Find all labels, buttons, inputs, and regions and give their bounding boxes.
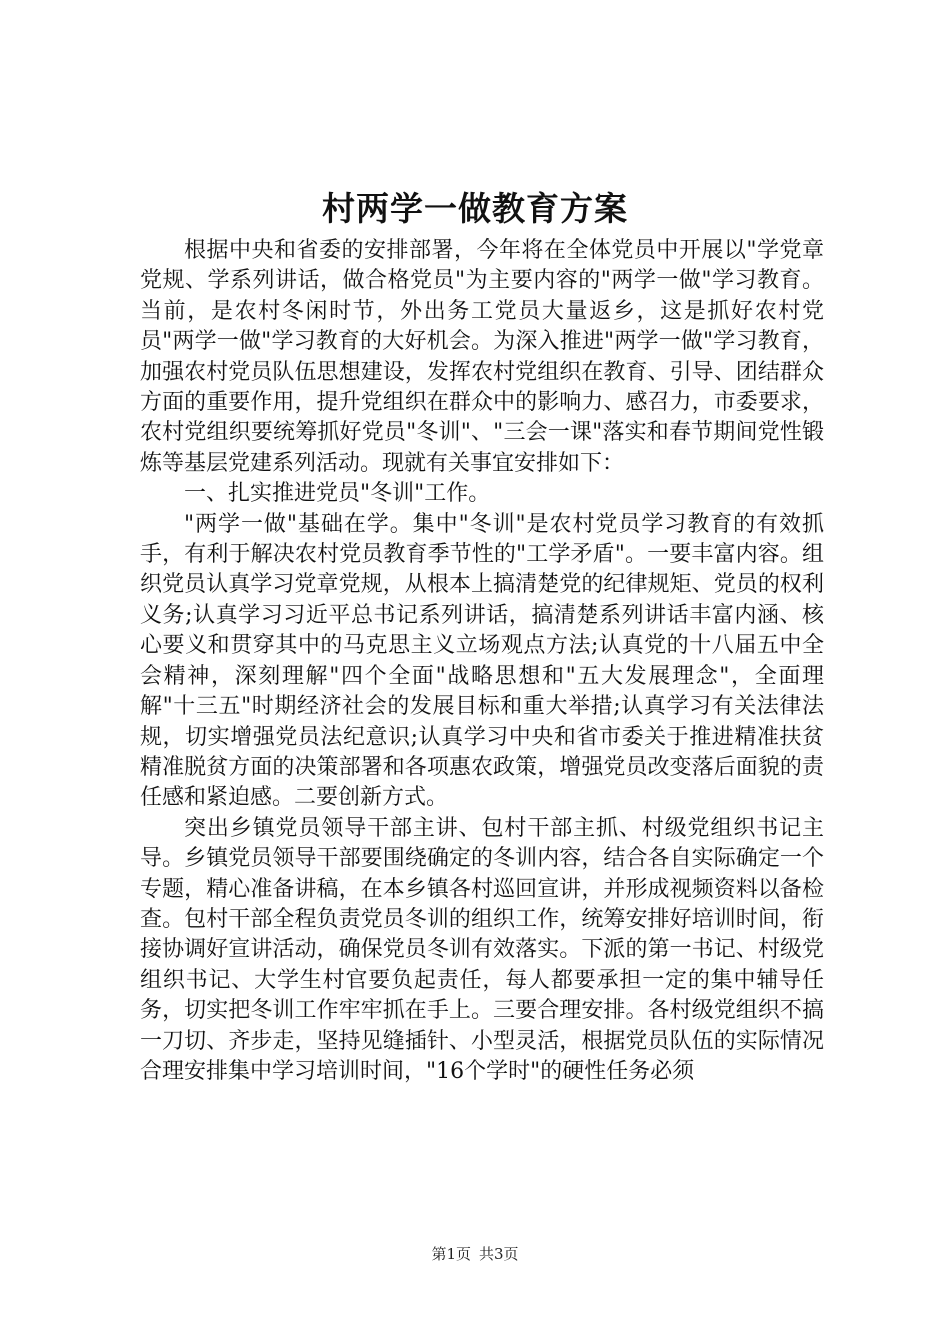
intro-paragraph: 根据中央和省委的安排部署，今年将在全体党员中开展以"学党章党规、学系列讲话，做合格党员"为主要内容的"两学一做"学习教育。当前，是农村冬闲时节，外出务工党员大量返乡，这是抓好农村党员"两学一做"学习教育的大好机会。为深入推进"两学一做"学习教育，加强农村党员队伍思想建设，发挥农村党组织在教育、引导、团结群众方面的重要作用，提升党组织在群众中的影响力、感召力，市委要求，农村党组织要统筹抓好党员"冬训"、"三会一课"落实和春节期间党性锻炼等基层党建系列活动。现就有关事宜安排如下： (140, 238, 824, 476)
body-paragraph: 突出乡镇党员领导干部主讲、包村干部主抓、村级党组织书记主导。乡镇党员领导干部要围绕确定的冬训内容，结合各自实际确定一个专题，精心准备讲稿，在本乡镇各村巡回宣讲，并形成视频资料以备检查。包村干部全程负责党员冬训的组织工作，统筹安排好培训时间，衔接协调好宣讲活动，确保党员冬训有效落实。下派的第一书记、村级党组织书记、大学生村官要负起责任，每人都要承担一定的集中辅导任务，切实把冬训工作牢牢抓在手上。三要合理安排。各村级党组织不搞一刀切、齐步走，坚持见缝插针、小型灵活，根据党员队伍的实际情况合理安排集中学习培训时间，"16个学时"的硬性任务必须 (140, 815, 824, 1084)
section-heading-1: 一、扎实推进党员"冬训"工作。 (184, 481, 491, 507)
page-number: 第1页 (431, 1245, 471, 1263)
page-footer (0, 1244, 950, 1264)
document-body (140, 236, 824, 1087)
page-total: 共3页 (479, 1245, 519, 1263)
body-paragraph: "两学一做"基础在学。集中"冬训"是农村党员学习教育的有效抓手，有利于解决农村党员教育季节性的"工学矛盾"。一要丰富内容。组织党员认真学习党章党规，从根本上搞清楚党的纪律规矩、党员的权利义务;认真学习习近平总书记系列讲话，搞清楚系列讲话丰富内涵、核心要义和贯穿其中的马克思主义立场观点方法;认真党的十八届五中全会精神，深刻理解"四个全面"战略思想和"五大发展理念"，全面理解"十三五"时期经济社会的发展目标和重大举措;认真学习有关法律法规，切实增强党员法纪意识;认真学习中央和省市委关于推进精准扶贫精准脱贫方面的决策部署和各项惠农政策，增强党员改变落后面貌的责任感和紧迫感。二要创新方式。 (140, 511, 824, 811)
document-title: 村两学一做教育方案 (322, 189, 628, 228)
